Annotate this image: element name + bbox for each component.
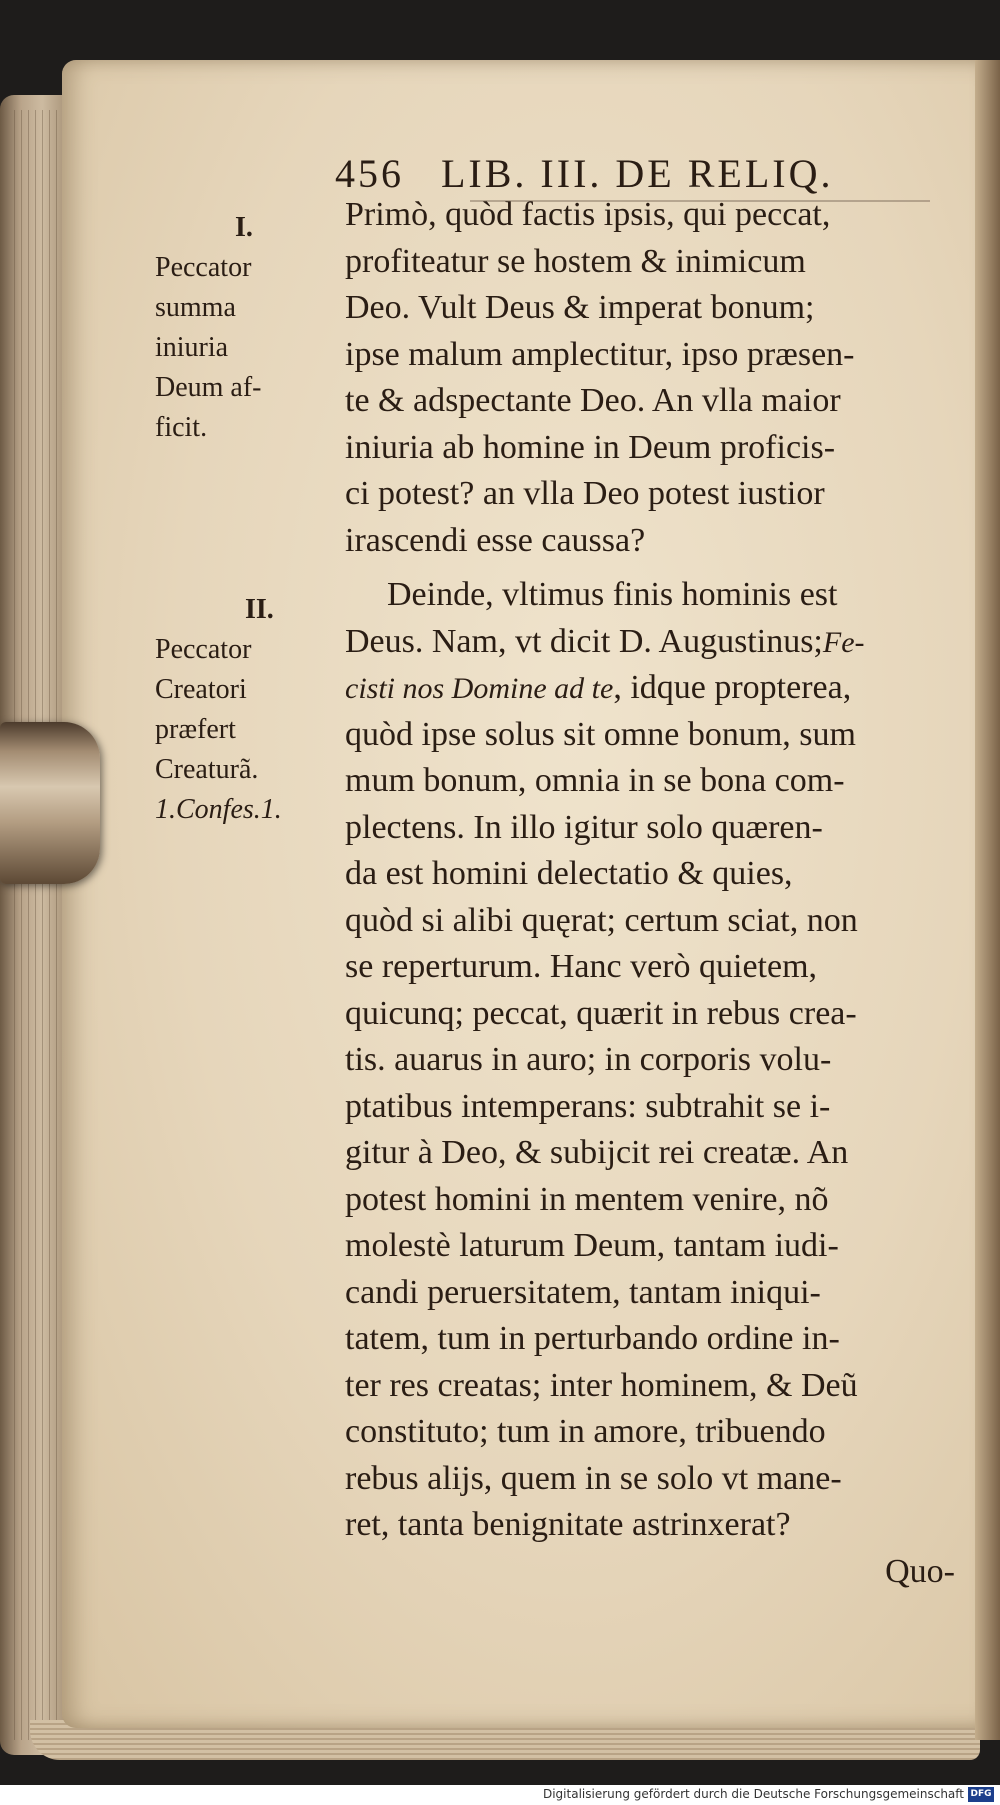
text-line: gitur à Deo, & subijcit rei creatæ. An [345, 1134, 849, 1171]
text-line: tatem, tum in perturbando ordine in- [345, 1320, 840, 1357]
running-head-title: LIB. III. DE RELIQ. [441, 151, 834, 196]
margin-note-line: præfert [155, 714, 236, 745]
text-line: ret, tanta benignitate astrinxerat? [345, 1506, 791, 1543]
text-segment: Deus. Nam, vt dicit D. Augustinus; [345, 622, 823, 660]
catchword: Quo- [885, 1552, 955, 1590]
page-number: 456 [335, 151, 404, 196]
margin-note-number: II. [245, 594, 274, 625]
text-line: rebus alijs, quem in se solo vt mane- [345, 1459, 842, 1497]
text-line: mum bonum, omnia in se bona com- [345, 762, 845, 799]
text-line: Deinde, vltimus finis hominis est [387, 576, 838, 613]
margin-note-line: Peccator [155, 634, 252, 665]
text-line: potest homini in mentem venire, nõ [345, 1180, 829, 1218]
text-line [345, 619, 965, 666]
text-line: ter res creatas; inter hominem, & Deũ [345, 1366, 858, 1404]
quotation-segment: cisti nos Domine ad te [345, 672, 614, 705]
text-line: iniuria ab homine in Deum proficis- [345, 428, 836, 466]
margin-note-2 [155, 590, 335, 830]
text-line: tis. auarus in auro; in corporis volu- [345, 1041, 832, 1078]
text-line: plectens. In illo igitur solo quæren- [345, 808, 823, 846]
book-clasp [0, 722, 100, 884]
margin-note-line: iniuria [155, 332, 229, 363]
text-line: da est homini delectatio & quies, [345, 855, 793, 892]
funding-credit: Digitalisierung gefördert durch die Deutsche Forschungsgemeinschaft [542, 1787, 964, 1801]
footer-bar [0, 1785, 1000, 1805]
margin-note-line: summa [155, 292, 236, 323]
text-segment: , idque propterea, [613, 669, 852, 706]
text-line: ipse malum amplectitur, ipso præsen- [345, 335, 855, 373]
text-line: candi peruersitatem, tantam iniqui- [345, 1273, 821, 1311]
quotation-segment: Fe- [822, 625, 865, 659]
margin-note-1 [155, 208, 335, 448]
text-line: constituto; tum in amore, tribuendo [345, 1413, 826, 1450]
paragraph-gap [345, 564, 965, 572]
text-line: Primò, quòd factis ipsis, qui peccat, [345, 196, 831, 233]
text-line: quicunq; peccat, quærit in rebus crea- [345, 994, 857, 1032]
text-line [345, 665, 965, 712]
text-line: profiteatur se hostem & inimicum [345, 242, 806, 280]
text-line: molestè laturum Deum, tantam iudi- [345, 1227, 839, 1264]
text-line: ptatibus intemperans: subtrahit se i- [345, 1087, 831, 1125]
text-line: quòd si alibi quęrat; certum sciat, non [345, 901, 858, 939]
margin-note-number: I. [235, 212, 253, 243]
margin-note-line: Deum af- [155, 372, 262, 403]
dfg-logo: DFG [968, 1787, 994, 1802]
text-line: se reperturum. Hanc verò quietem, [345, 948, 818, 985]
main-text [345, 192, 965, 1595]
text-line: Deo. Vult Deus & imperat bonum; [345, 289, 815, 326]
text-line: quòd ipse solus sit omne bonum, sum [345, 715, 856, 753]
binding-shadow [975, 60, 1000, 1740]
margin-note-line: ficit. [155, 412, 208, 443]
text-line: irascendi esse caussa? [345, 521, 646, 559]
text-line: te & adspectante Deo. An vlla maior [345, 382, 841, 419]
text-line: ci potest? an vlla Deo potest iustior [345, 475, 825, 512]
margin-note-line: Peccator [155, 252, 252, 283]
margin-note-line: Creaturã. [155, 754, 259, 785]
margin-note-reference: 1.Confes.1. [155, 794, 282, 825]
margin-note-line: Creatori [155, 674, 247, 705]
page-stack-lines [14, 110, 69, 1740]
